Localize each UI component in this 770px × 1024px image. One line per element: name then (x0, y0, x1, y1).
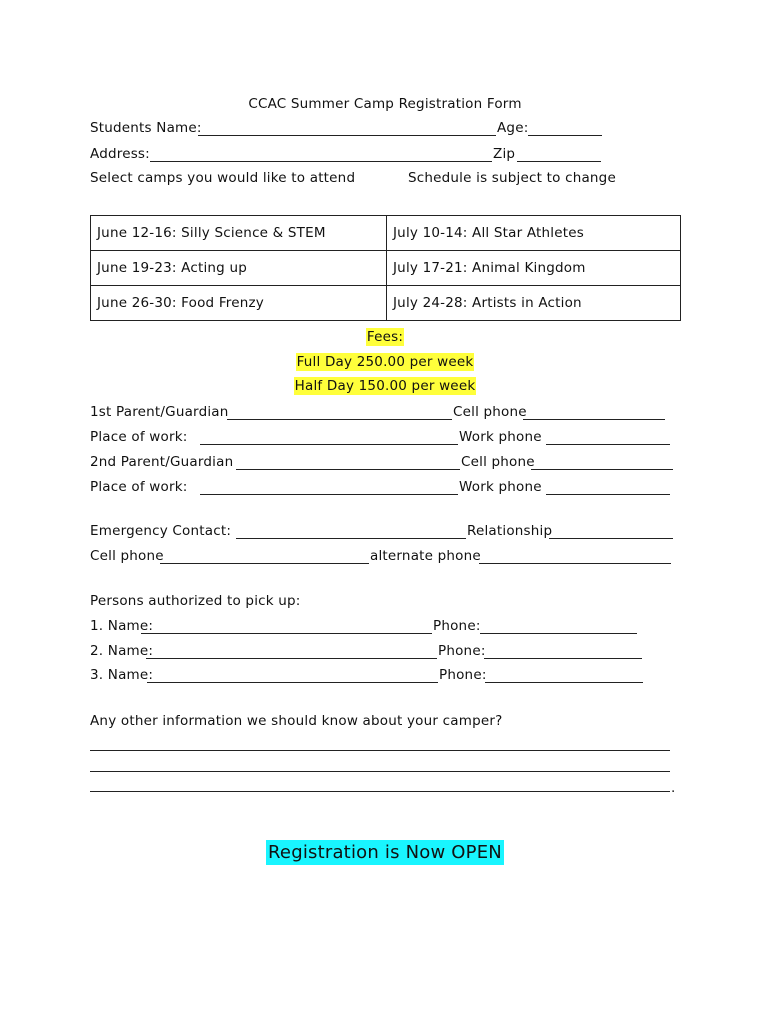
pickup-name-2-label: 2. Name: (90, 643, 154, 659)
pickup-name-1-field[interactable] (141, 633, 432, 634)
zip-label: Zip (493, 146, 516, 162)
parent1-label: 1st Parent/Guardian (90, 404, 229, 420)
parent1-work-field[interactable] (200, 444, 458, 445)
age-label: Age: (497, 120, 529, 136)
address-field[interactable] (150, 161, 492, 162)
other-info-question: Any other information we should know about your camper? (90, 713, 503, 729)
parent2-label: 2nd Parent/Guardian (90, 454, 234, 470)
fee-half-day: Half Day 150.00 per week (294, 378, 476, 394)
zip-field[interactable] (517, 161, 601, 162)
pickup-name-1-label: 1. Name: (90, 618, 154, 634)
parent1-cell-field[interactable] (523, 419, 665, 420)
parent1-work-phone-field[interactable] (546, 444, 670, 445)
fee-full-day: Full Day 250.00 per week (296, 354, 474, 370)
table-row (91, 251, 681, 286)
parent1-work-label: Place of work: (90, 429, 188, 445)
student-name-label: Students Name: (90, 120, 202, 136)
pickup-heading: Persons authorized to pick up: (90, 593, 301, 609)
camp-option[interactable]: July 24-28: Artists in Action (387, 286, 681, 321)
camps-table (90, 215, 681, 321)
parent2-cell-label: Cell phone (461, 454, 535, 470)
fees-heading (0, 329, 770, 345)
pickup-name-3-label: 3. Name: (90, 667, 154, 683)
emergency-cell-label: Cell phone (90, 548, 164, 564)
parent2-work-phone-field[interactable] (546, 494, 670, 495)
table-row (91, 216, 681, 251)
parent2-cell-field[interactable] (531, 469, 673, 470)
parent2-work-phone-label: Work phone (459, 479, 542, 495)
schedule-note: Schedule is subject to change (408, 170, 616, 186)
emergency-contact-field[interactable] (236, 538, 466, 539)
camp-option[interactable]: June 19-23: Acting up (91, 251, 387, 286)
pickup-name-3-field[interactable] (147, 682, 438, 683)
emergency-contact-label: Emergency Contact: (90, 523, 232, 539)
table-row (91, 286, 681, 321)
select-camps-label: Select camps you would like to attend (90, 170, 356, 186)
parent1-field[interactable] (227, 419, 452, 420)
pickup-phone-3-label: Phone: (439, 667, 487, 683)
parent1-cell-label: Cell phone (453, 404, 527, 420)
pickup-phone-2-label: Phone: (438, 643, 486, 659)
student-name-field[interactable] (198, 135, 496, 136)
trailing-period: . (671, 780, 676, 796)
alternate-phone-field[interactable] (479, 563, 671, 564)
camp-option[interactable]: July 10-14: All Star Athletes (387, 216, 681, 251)
form-title: CCAC Summer Camp Registration Form (248, 96, 522, 112)
address-label: Address: (90, 146, 150, 162)
fee-full-day-row (0, 354, 770, 370)
registration-banner (0, 842, 770, 864)
other-info-line-3[interactable] (90, 791, 670, 792)
pickup-phone-3-field[interactable] (485, 682, 643, 683)
parent2-work-label: Place of work: (90, 479, 188, 495)
other-info-line-2[interactable] (90, 771, 670, 772)
parent2-work-field[interactable] (200, 494, 458, 495)
pickup-name-2-field[interactable] (146, 658, 437, 659)
relationship-field[interactable] (549, 538, 673, 539)
pickup-phone-1-field[interactable] (480, 633, 637, 634)
registration-open-text: Registration is Now OPEN (268, 842, 502, 863)
alternate-phone-label: alternate phone (370, 548, 481, 564)
camp-option[interactable]: June 26-30: Food Frenzy (91, 286, 387, 321)
relationship-label: Relationship (467, 523, 553, 539)
parent1-work-phone-label: Work phone (459, 429, 542, 445)
pickup-phone-1-label: Phone: (433, 618, 481, 634)
age-field[interactable] (528, 135, 602, 136)
camp-option[interactable]: June 12-16: Silly Science & STEM (91, 216, 387, 251)
emergency-cell-field[interactable] (160, 563, 369, 564)
parent2-field[interactable] (236, 469, 460, 470)
pickup-phone-2-field[interactable] (484, 658, 642, 659)
other-info-line-1[interactable] (90, 750, 670, 751)
camp-option[interactable]: July 17-21: Animal Kingdom (387, 251, 681, 286)
fees-label: Fees: (366, 329, 404, 345)
fee-half-day-row (0, 378, 770, 394)
